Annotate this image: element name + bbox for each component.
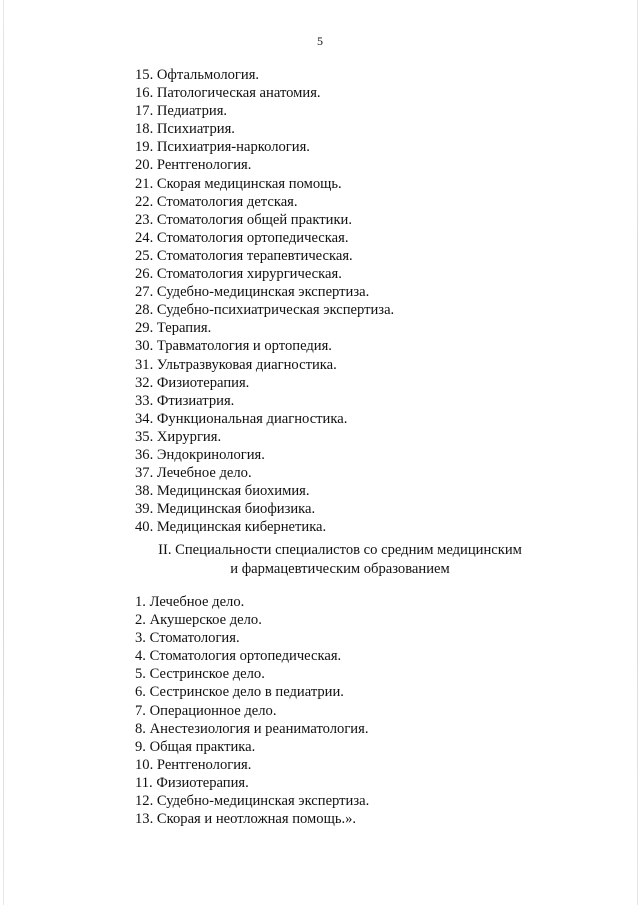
- list-item: 17. Педиатрия.: [135, 103, 228, 120]
- list-item: 30. Травматология и ортопедия.: [135, 338, 332, 355]
- specialties-list-secondary: [135, 593, 369, 828]
- list-item: 8. Анестезиология и реаниматология.: [135, 720, 369, 737]
- specialties-list-higher: [135, 66, 394, 536]
- list-item: 23. Стоматология общей практики.: [135, 211, 353, 228]
- list-item: 40. Медицинская кибернетика.: [135, 519, 327, 536]
- list-item: 7. Операционное дело.: [135, 702, 277, 719]
- list-item: 10. Рентгенология.: [135, 756, 252, 773]
- list-item: 20. Рентгенология.: [135, 157, 252, 174]
- list-item: 16. Патологическая анатомия.: [135, 85, 321, 102]
- list-item: 21. Скорая медицинская помощь.: [135, 175, 342, 192]
- list-item: 5. Сестринское дело.: [135, 666, 265, 683]
- list-item: 29. Терапия.: [135, 320, 212, 337]
- list-item: 4. Стоматология ортопедическая.: [135, 648, 342, 665]
- section-heading-line-2: и фармацевтическим образованием: [230, 560, 450, 577]
- list-item: 26. Стоматология хирургическая.: [135, 266, 342, 283]
- list-item: 28. Судебно-психиатрическая экспертиза.: [135, 302, 395, 319]
- list-item: 1. Лечебное дело.: [135, 594, 245, 610]
- list-item: 39. Медицинская биофизика.: [135, 501, 316, 518]
- list-item: 13. Скорая и неотложная помощь.».: [135, 811, 357, 828]
- list-item: 31. Ультразвуковая диагностика.: [135, 356, 337, 373]
- list-item: 35. Хирургия.: [135, 428, 222, 445]
- list-item: 38. Медицинская биохимия.: [135, 483, 310, 500]
- scan-edge-left: [3, 0, 4, 905]
- list-item: 9. Общая практика.: [135, 738, 256, 755]
- page-number: 5: [317, 34, 323, 48]
- list-item: 19. Психиатрия-наркология.: [135, 139, 310, 156]
- section-heading: [0, 541, 640, 578]
- section-heading-line-1: II. Специальности специалистов со средним медицинским: [158, 542, 522, 558]
- scan-edge-right: [637, 0, 638, 905]
- list-item: 12. Судебно-медицинская экспертиза.: [135, 793, 370, 810]
- list-item: 11. Физиотерапия.: [135, 774, 249, 791]
- list-item: 37. Лечебное дело.: [135, 465, 252, 482]
- list-item: 25. Стоматология терапевтическая.: [135, 247, 353, 264]
- list-item: 2. Акушерское дело.: [135, 612, 262, 629]
- list-item: 27. Судебно-медицинская экспертиза.: [135, 284, 370, 301]
- list-item: 34. Функциональная диагностика.: [135, 410, 348, 427]
- list-item: 6. Сестринское дело в педиатрии.: [135, 684, 344, 701]
- list-item: 24. Стоматология ортопедическая.: [135, 229, 349, 246]
- list-item: 33. Фтизиатрия.: [135, 392, 235, 409]
- list-item: 22. Стоматология детская.: [135, 193, 298, 210]
- list-item: 15. Офтальмология.: [135, 67, 260, 83]
- list-item: 18. Психиатрия.: [135, 121, 235, 138]
- list-item: 36. Эндокринология.: [135, 446, 265, 463]
- list-item: 3. Стоматология.: [135, 630, 240, 647]
- list-item: 32. Физиотерапия.: [135, 374, 250, 391]
